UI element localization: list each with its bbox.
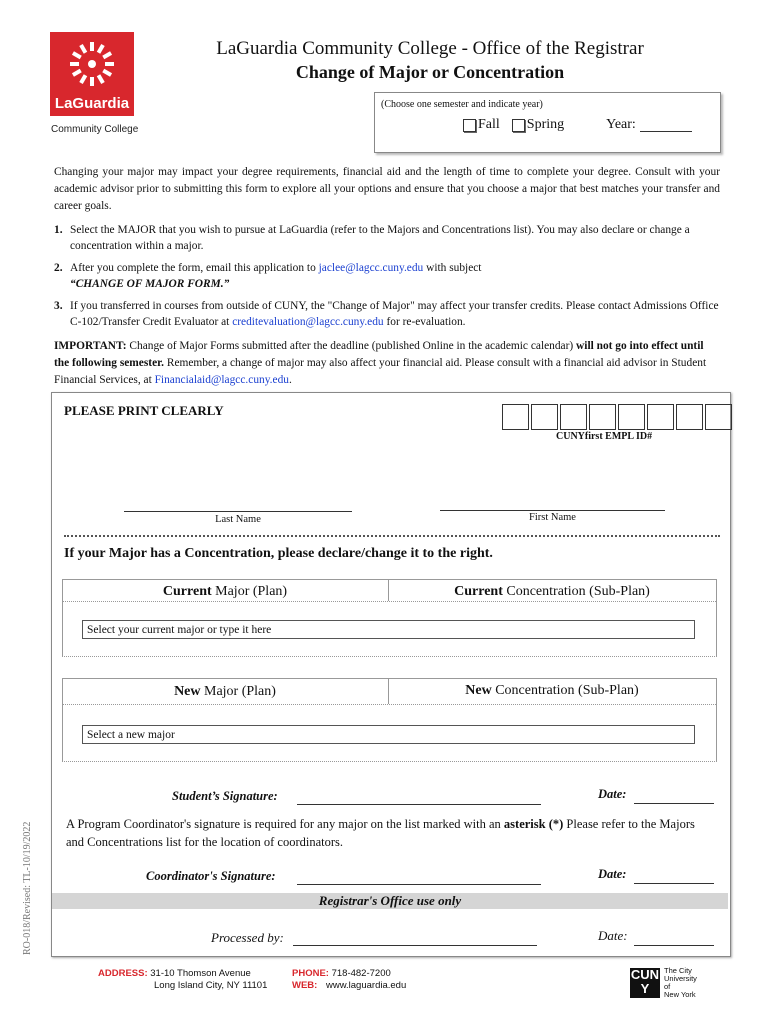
instruction-item [54,298,720,330]
current-major-select[interactable]: Select your current major or type it here [82,620,695,639]
current-major-heading [62,584,388,600]
intro-paragraph: Changing your major may impact your degree requirements, financial aid and the length of time to complete your degree. Consult with your academic advisor prior to submitting this form to explore all your options and ensure that you choose a major that best matches your transfer and career goals. [54,166,720,212]
note-bold: asterisk (*) [503,817,564,831]
email-link-creditevaluation[interactable]: creditevaluation@lagcc.cuny.edu [232,316,384,328]
instruction-text: Select the MAJOR that you wish to pursue at LaGuardia (refer to the Majors and Concentrations list). You may also declare or change a concentration within a major. [70,224,690,252]
web-link[interactable]: www.laguardia.edu [325,980,407,991]
email-link-financialaid[interactable]: Financialaid@lagcc.cuny.edu [154,374,289,386]
instruction-number: 1. [54,224,63,236]
web-label: WEB: [292,980,318,991]
logo-name: LaGuardia [54,95,130,112]
footer-contact [292,968,406,992]
concentration-heading: If your Major has a Concentration, please declare/change it to the right. [64,546,493,561]
heading-bold: New [174,684,201,699]
page-title: LaGuardia Community College - Office of the Registrar [216,38,644,59]
id-digit-cell[interactable] [531,404,558,430]
instruction-text: with subject [423,262,482,274]
id-digit-cell[interactable] [647,404,674,430]
cuny-line: of [664,982,671,991]
spring-checkbox[interactable] [512,119,525,132]
semester-instruction: (Choose one semester and indicate year) [381,99,543,110]
processed-date-label: Date: [598,928,628,943]
note-text: Please refer to the Majors and Concentrations list for the location of coordinators. [66,817,695,849]
last-name-label: Last Name [215,514,261,525]
coordinator-note [66,815,716,851]
important-label: IMPORTANT: [54,340,127,352]
email-link-jaclee[interactable]: jaclee@lagcc.cuny.edu [318,262,424,274]
first-name-field[interactable] [440,510,665,511]
empl-id-field[interactable] [502,404,732,430]
coordinator-date-field[interactable] [634,883,714,884]
coordinator-signature-label: Coordinator's Signature: [146,869,276,883]
instructions-list [54,222,720,336]
instruction-text: for re-evaluation. [383,316,466,328]
divider [62,704,716,705]
heading-text: Concentration (Sub-Plan) [502,584,650,599]
first-name-label: First Name [529,512,576,523]
id-digit-cell[interactable] [676,404,703,430]
divider [64,535,720,537]
cuny-line: New York [664,990,696,999]
fall-label: Fall [478,117,500,132]
important-text: . [288,374,292,386]
heading-text: Concentration (Sub-Plan) [491,683,639,698]
cuny-line: The City [664,966,692,975]
fall-checkbox[interactable] [463,119,476,132]
footer-address [98,968,267,992]
new-concentration-heading [389,683,715,699]
address-line1: 31-10 Thomson Avenue [150,968,251,979]
heading-bold: New [465,683,492,698]
new-major-select[interactable]: Select a new major [82,725,695,744]
starburst-icon [50,32,134,116]
phone-label: PHONE: [292,968,329,979]
new-major-heading [62,684,388,700]
address-line2: Long Island City, NY 11101 [154,980,268,991]
processed-date-field[interactable] [634,945,714,946]
instruction-number: 3. [54,300,63,312]
id-digit-cell[interactable] [618,404,645,430]
instruction-number: 2. [54,262,63,274]
student-signature-field[interactable] [297,804,541,805]
empl-id-label: CUNYfirst EMPL ID# [556,431,653,442]
email-subject: “CHANGE OF MAJOR FORM.” [70,278,230,290]
instruction-item [54,222,720,254]
important-text: Change of Major Forms submitted after the deadline (published Online in the academic calendar) [126,340,577,352]
important-notice [54,338,720,389]
last-name-field[interactable] [124,511,352,512]
cuny-name [664,967,697,999]
instruction-text: After you complete the form, email this application to [70,262,319,274]
cuny-logo: CUNY [630,967,660,996]
revision-code: RO-018/Revised: TL-10/19/2022 [22,821,33,955]
heading-bold: Current [454,584,503,599]
divider [62,601,716,602]
date-label: Date: [598,787,627,801]
processed-by-label: Processed by: [211,930,284,945]
semester-box [374,92,721,153]
year-label: Year: [606,117,636,132]
laguardia-logo [50,32,134,116]
registrar-use-bar: Registrar's Office use only [52,893,728,909]
form-title: Change of Major or Concentration [295,62,565,82]
spring-label: Spring [526,117,565,132]
id-digit-cell[interactable] [589,404,616,430]
instruction-text: If you transferred in courses from outside of CUNY, the "Change of Major" may affect your transfer credits. Please contact Admissions Office C-102/Transfer Credit Evaluator at [70,300,719,328]
print-clearly-label: PLEASE PRINT CLEARLY [64,403,224,418]
address-label: ADDRESS: [98,968,148,979]
id-digit-cell[interactable] [560,404,587,430]
id-digit-cell[interactable] [705,404,732,430]
current-concentration-heading [389,584,715,600]
phone-number: 718-482-7200 [331,968,391,979]
student-date-field[interactable] [634,803,714,804]
note-text: A Program Coordinator's signature is required for any major on the list marked with an [66,817,504,831]
instruction-item [54,260,720,292]
coordinator-signature-field[interactable] [297,884,541,885]
heading-text: Major (Plan) [200,684,276,699]
heading-bold: Current [162,584,212,599]
student-signature-label: Student’s Signature: [172,789,278,803]
important-bold-text: will not go into effect until the following semester. [54,340,704,369]
year-field[interactable] [640,119,692,132]
heading-text: Major (Plan) [211,584,288,599]
important-text: Remember, a change of major may also affect your financial aid. Please consult with a financial aid advisor in Student Financial Services, at [54,357,707,386]
date-label: Date: [598,867,627,881]
processed-by-field[interactable] [293,945,537,946]
id-digit-cell[interactable] [502,404,529,430]
logo-subtitle: Community College [51,124,139,135]
cuny-line: University [664,974,697,983]
